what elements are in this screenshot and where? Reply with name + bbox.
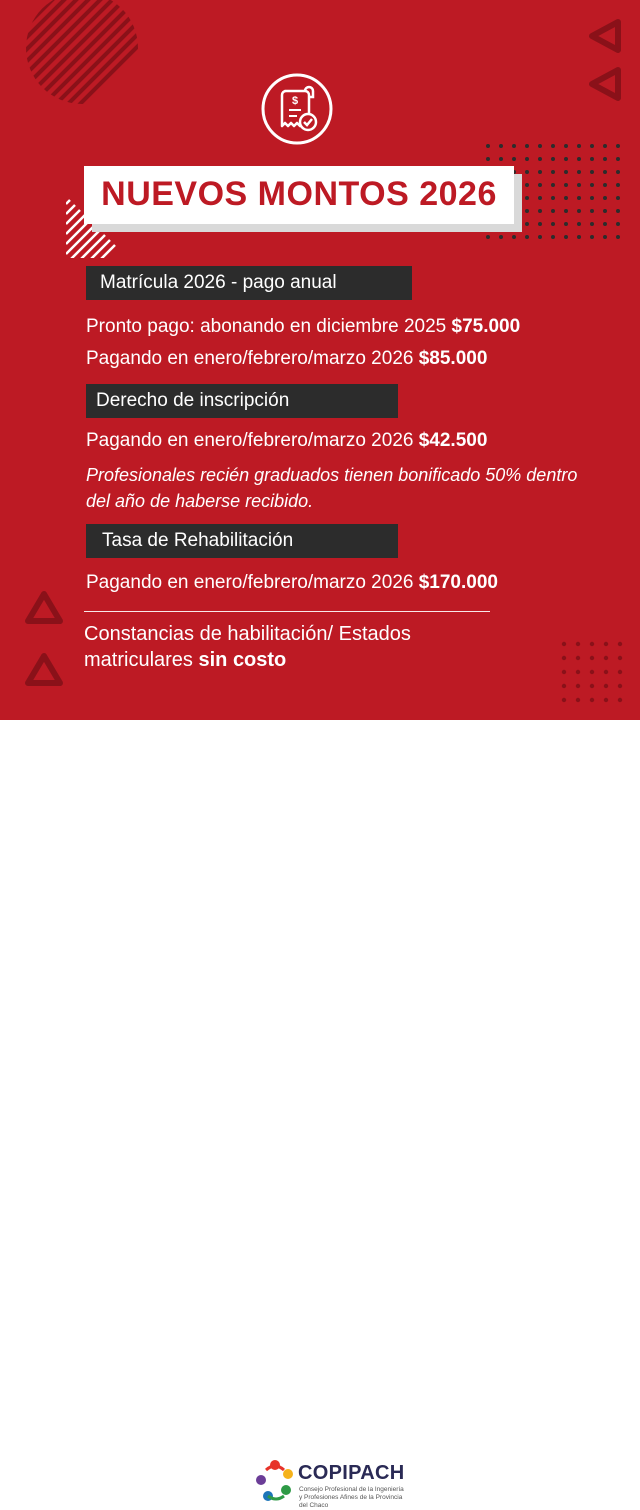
dot [618, 684, 622, 688]
dot [576, 698, 580, 702]
dot [616, 170, 620, 174]
dot [590, 144, 594, 148]
dot [590, 670, 594, 674]
dot [577, 170, 581, 174]
dot [551, 196, 555, 200]
dot [512, 157, 516, 161]
dot [577, 196, 581, 200]
dot [538, 144, 542, 148]
dot [604, 670, 608, 674]
section-label-rehabilitacion: Tasa de Rehabilitación [86, 524, 398, 558]
dot [590, 157, 594, 161]
dot [604, 684, 608, 688]
dot [538, 157, 542, 161]
dot [538, 183, 542, 187]
dot [525, 222, 529, 226]
dot [525, 209, 529, 213]
dot [576, 670, 580, 674]
dot [603, 222, 607, 226]
dot [618, 656, 622, 660]
dot [616, 144, 620, 148]
dot [551, 235, 555, 239]
triangle-icon [586, 16, 626, 56]
dot [616, 235, 620, 239]
price-amount: $85.000 [418, 348, 488, 369]
dot [590, 170, 594, 174]
dot [577, 183, 581, 187]
dot [512, 144, 516, 148]
dot [577, 157, 581, 161]
dollar-icon: $ [291, 95, 299, 107]
price-line: Pronto pago: abonando en diciembre 2025 $75.000 [86, 316, 521, 337]
constancias-note: Constancias de habilitación/ Estados matriculares sin costo [84, 623, 411, 671]
striped-circle-decoration [0, 0, 140, 110]
dot [564, 196, 568, 200]
dot [551, 183, 555, 187]
dot [577, 209, 581, 213]
dot [551, 157, 555, 161]
dot [616, 196, 620, 200]
dot [499, 235, 503, 239]
graduates-note: Profesionales recién graduados tienen bonificado 50% dentro del año de haberse recibido. [86, 465, 578, 511]
dot [525, 196, 529, 200]
dot-grid [560, 640, 640, 720]
dot [616, 209, 620, 213]
price-line: Pagando en enero/febrero/marzo 2026 $85.000 [86, 348, 488, 369]
dot [564, 157, 568, 161]
dot [538, 170, 542, 174]
dot [551, 144, 555, 148]
dot [486, 235, 490, 239]
dot [590, 183, 594, 187]
dot [564, 209, 568, 213]
dot [562, 670, 566, 674]
logo-name: COPIPACH [298, 1462, 405, 1484]
dot [564, 170, 568, 174]
receipt-icon [259, 71, 335, 147]
dot [577, 144, 581, 148]
dot [590, 222, 594, 226]
copipach-logo-icon [254, 1456, 296, 1504]
dot [564, 144, 568, 148]
dot [603, 196, 607, 200]
dot [618, 698, 622, 702]
dot [616, 183, 620, 187]
logo-subtitle: Consejo Profesional de la Ingeniería y Profesiones Afines de la Provincia del Chaco [299, 1486, 404, 1509]
dot [616, 157, 620, 161]
dot [564, 235, 568, 239]
dot [486, 157, 490, 161]
dot [538, 209, 542, 213]
dot [590, 209, 594, 213]
dot [604, 698, 608, 702]
dot [603, 183, 607, 187]
dot [538, 196, 542, 200]
triangle-icon [22, 650, 66, 690]
dot [562, 684, 566, 688]
dot [603, 144, 607, 148]
dot [618, 670, 622, 674]
dot [562, 698, 566, 702]
dot [551, 170, 555, 174]
price-line: Pagando en enero/febrero/marzo 2026 $42.500 [86, 430, 488, 451]
dot [564, 183, 568, 187]
price-amount: $75.000 [451, 316, 521, 337]
dot [525, 170, 529, 174]
section-label-inscripcion: Derecho de inscripción [86, 384, 398, 418]
dot [551, 209, 555, 213]
dot [603, 209, 607, 213]
dot [603, 157, 607, 161]
dot [576, 684, 580, 688]
section-label-matricula: Matrícula 2026 - pago anual [86, 266, 412, 300]
dot [590, 698, 594, 702]
dot [562, 656, 566, 660]
dot [525, 144, 529, 148]
dot [525, 235, 529, 239]
price-amount: $42.500 [418, 430, 488, 451]
poster [0, 0, 640, 720]
dot [564, 222, 568, 226]
dot [538, 222, 542, 226]
dot [576, 642, 580, 646]
dot [577, 235, 581, 239]
dot [499, 144, 503, 148]
dot [590, 684, 594, 688]
dot [604, 656, 608, 660]
dot [525, 183, 529, 187]
dot [590, 235, 594, 239]
dot [499, 157, 503, 161]
dot [512, 235, 516, 239]
triangle-icon [586, 64, 626, 104]
price-amount: $170.000 [418, 572, 498, 593]
dot [590, 642, 594, 646]
dot [551, 222, 555, 226]
dot [590, 656, 594, 660]
dot [562, 642, 566, 646]
triangle-icon [22, 588, 66, 628]
dot [486, 144, 490, 148]
footer [0, 720, 640, 1509]
dot [603, 235, 607, 239]
dot [616, 222, 620, 226]
dot [576, 656, 580, 660]
dot [618, 642, 622, 646]
dot [525, 157, 529, 161]
page-title: NUEVOS MONTOS 2026 [101, 175, 497, 213]
dot [603, 170, 607, 174]
dot [538, 235, 542, 239]
divider [84, 611, 490, 612]
dot [604, 642, 608, 646]
dot [577, 222, 581, 226]
price-line: Pagando en enero/febrero/marzo 2026 $170.000 [86, 572, 498, 593]
title-box [84, 166, 514, 224]
dot [590, 196, 594, 200]
